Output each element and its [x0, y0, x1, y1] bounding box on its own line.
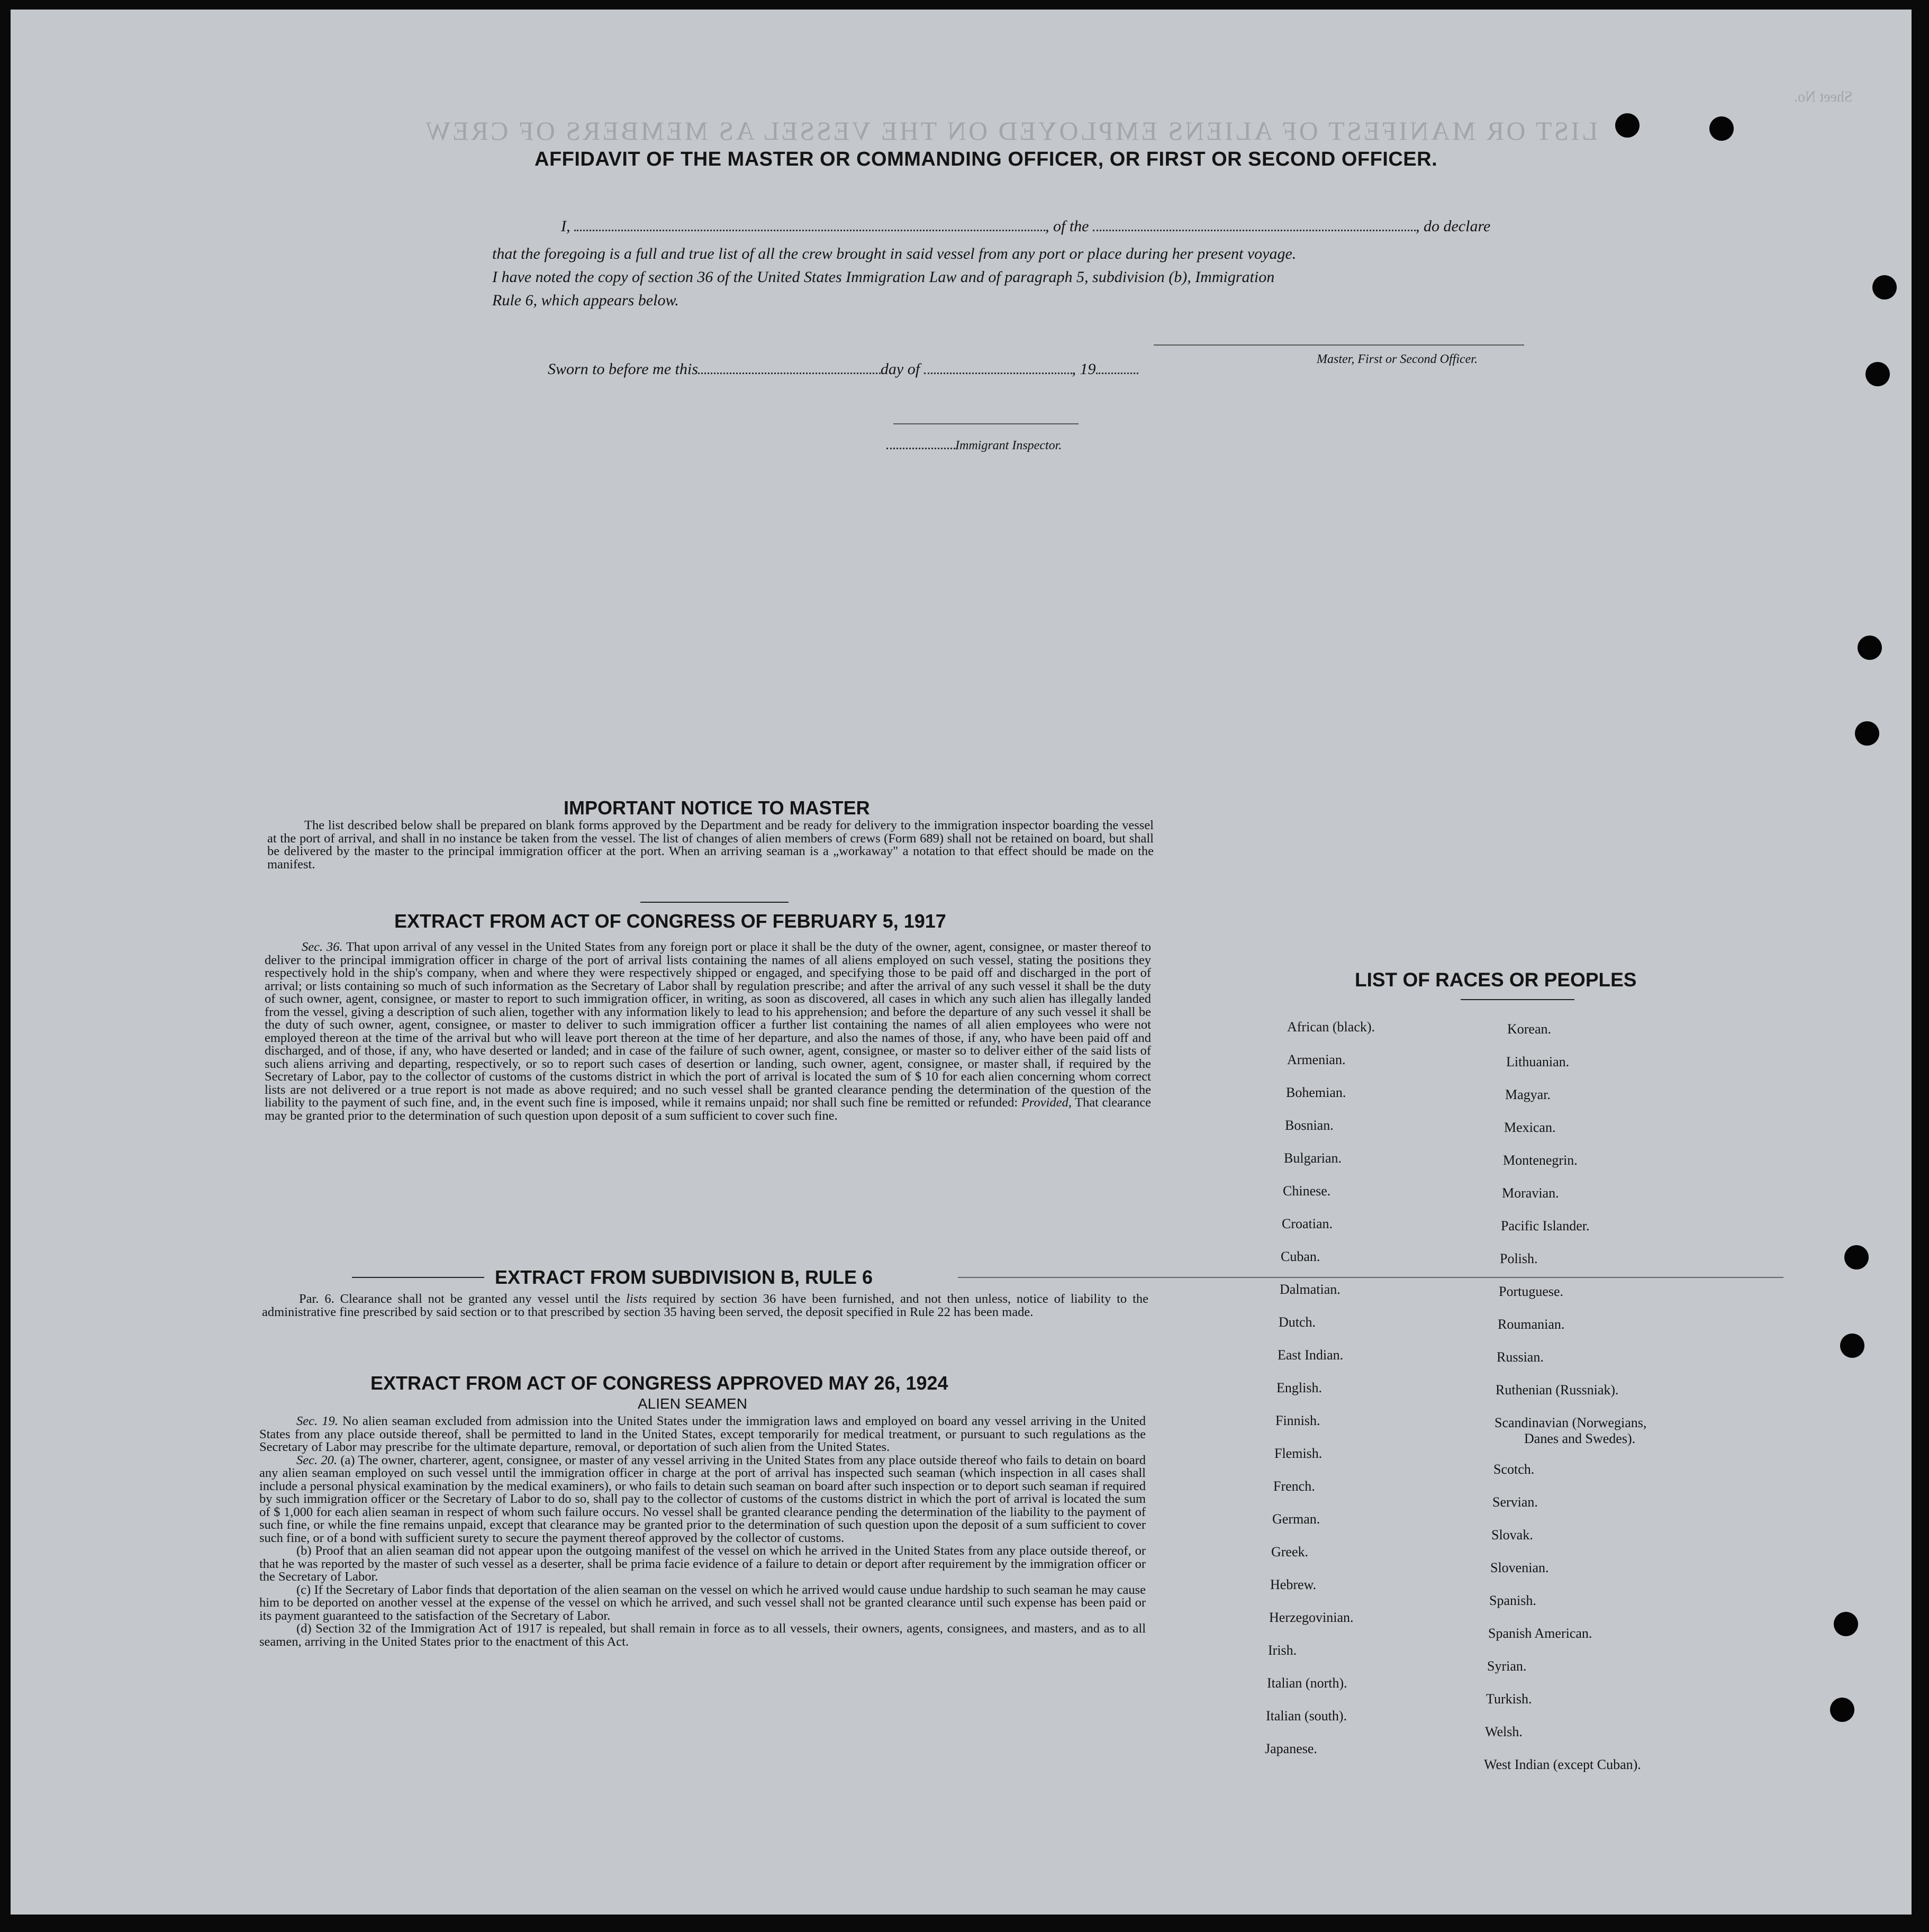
sworn-label: Sworn to before me this: [548, 360, 698, 378]
race-left-5: Chinese.: [1283, 1183, 1331, 1199]
race-right-1: Lithuanian.: [1506, 1054, 1570, 1069]
race-right-23: West Indian (except Cuban).: [1484, 1757, 1641, 1772]
race-right-8: Portuguese.: [1499, 1284, 1564, 1299]
race-right-19: Spanish American.: [1488, 1626, 1592, 1641]
binder-hole: [1840, 1334, 1864, 1358]
binder-hole: [1844, 1245, 1869, 1269]
rule-6-body-a: Clearance shall not be granted any vessel until the: [340, 1292, 621, 1306]
race-right-12: Scandinavian (Norwegians,: [1495, 1415, 1647, 1430]
affidavit-heading: AFFIDAVIT OF THE MASTER OR COMMANDING OFFICER, OR FIRST OR SECOND OFFICER.: [535, 148, 1438, 170]
affidavit-of-the: , of the: [1045, 217, 1089, 235]
race-left-16: Greek.: [1271, 1544, 1309, 1559]
race-left-20: Italian (north).: [1267, 1675, 1347, 1691]
race-left-19: Irish.: [1268, 1643, 1297, 1658]
sworn-line: [548, 360, 1138, 378]
sec-36-body: That upon arrival of any vessel in the United States from any foreign port or place it shall be the duty of the owner, agent, consignee, or master thereof to deliver to the principal immigration officer in charge of the port of arrival lists containing the names of all aliens employed on such vessel, stating the positions they respectively hold in the ship's company, when and where they were respectively shipped or engaged, and specifying those to be paid off and discharged in the port of arrival; or lists containing so much of such information as the Secretary of Labor shall by regulation prescribe; and after the arrival of any such vessel it shall be the duty of such owner, agent, consignee, or master to report to such immigration officer, in writing, as soon as discovered, all cases in which any such alien has illegally landed from the vessel, giving a description of such alien, together with any information likely to lead to his apprehension; and before the departure of any such vessel it shall be the duty of such owner, agent, consignee, or master to deliver to such immigration officer a further list containing the names of all alien employees who were not employed thereon at the time of the arrival but who will leave port thereon at the time of her departure, and also the names of those, if any, who have been paid off and discharged, and of those, if any, who have deserted or landed; and in case of the failure of such owner, agent, consignee, or master so to deliver either of the said lists of such aliens arriving and departing, respectively, or so to report such cases of desertion or landing, such owner, agent, consignee, or master shall, if required by the Secretary of Labor, pay to the collector of customs of the customs district in which the port of arrival is located the sum of $ 10 for each alien concerning whom correct lists are not delivered or a true report is not made as above required; and no such vessel shall be granted clearance pending the determination of the question of the liability to the payment of such fine, and, in the event such fine is imposed, while it remains unpaid; nor shall such fine be remitted or refunded:: [265, 940, 1151, 1110]
act-1924-heading: EXTRACT FROM ACT OF CONGRESS APPROVED MAY 26, 1924: [370, 1372, 948, 1394]
affidavit-do-declare: , do declare: [1416, 217, 1491, 235]
provided-label: Provided,: [1021, 1095, 1072, 1110]
affidavit-body: [492, 242, 1530, 312]
inspector-caption: Immigrant Inspector.: [955, 439, 1062, 452]
inspector-line: [886, 438, 1062, 453]
affidavit-line-2: that the foregoing is a full and true list of all the crew brought in said vessel from any port or place during her present voyage.: [492, 245, 1297, 262]
sec-19-paragraph: [259, 1415, 1146, 1454]
vessel-blank: [1093, 217, 1416, 231]
act-1924-text: [259, 1415, 1146, 1648]
race-left-0: African (black).: [1287, 1019, 1375, 1035]
race-right-14: Scotch.: [1493, 1462, 1535, 1477]
binder-hole: [1615, 113, 1640, 138]
race-right-21: Turkish.: [1486, 1691, 1532, 1707]
binder-hole: [1858, 636, 1882, 660]
binder-hole: [1834, 1612, 1858, 1636]
race-right-17: Slovenian.: [1490, 1560, 1549, 1575]
master-caption: Master, First or Second Officer.: [1317, 352, 1478, 366]
divider-rule: [958, 1277, 1783, 1278]
race-right-2: Magyar.: [1505, 1087, 1551, 1102]
lists-word: lists: [626, 1292, 647, 1306]
race-right-7: Polish.: [1500, 1251, 1538, 1266]
race-left-11: English.: [1276, 1380, 1322, 1395]
race-right-20: Syrian.: [1487, 1658, 1527, 1674]
race-left-12: Finnish.: [1275, 1413, 1320, 1428]
bleed-through-title: LIST OR MANIFEST OF ALIENS EMPLOYED ON THE VESSEL AS MEMBERS OF CREW: [423, 116, 1598, 146]
binder-hole: [1872, 275, 1897, 300]
race-right-11: Ruthenian (Russniak).: [1496, 1382, 1619, 1398]
document-sheet: [11, 10, 1912, 1915]
race-left-8: Dalmatian.: [1280, 1282, 1341, 1297]
rule-6-paragraph: [262, 1293, 1148, 1319]
race-left-6: Croatian.: [1282, 1216, 1333, 1231]
binder-hole: [1855, 721, 1879, 746]
races-heading: LIST OF RACES OR PEOPLES: [1355, 969, 1637, 991]
sec-20c-paragraph: (c) If the Secretary of Labor finds that deportation of the alien seaman on the vessel on which he arrived would cause undue hardship to such seaman he may cause him to be deported on another vessel at the expense of the vessel on which he arrived, and such vessel shall not be granted clearance until such expense has been paid or its payment guaranteed to the satisfaction of the Secretary of Labor.: [259, 1582, 1146, 1623]
race-right-3: Mexican.: [1504, 1120, 1556, 1135]
sec-20a-paragraph: [259, 1454, 1146, 1545]
year-prefix: , 19: [1072, 360, 1096, 378]
act-1917-heading: EXTRACT FROM ACT OF CONGRESS OF FEBRUARY 5, 1917: [394, 910, 946, 932]
binder-hole: [1830, 1698, 1854, 1722]
act-1924-subheading: ALIEN SEAMEN: [638, 1395, 747, 1412]
sec-20b-paragraph: (b) Proof that an alien seaman did not appear upon the outgoing manifest of the vessel on which he arrived in the United States from any place outside thereof, or that he was reported by the master of such vessel as a deserter, shall be prima facie evidence of a failure to detain or deport after requirement by the immigration officer or the Secretary of Labor.: [259, 1544, 1146, 1584]
sworn-month-blank: [924, 360, 1072, 374]
divider-rule: [352, 1277, 484, 1278]
sec-19-label: Sec. 19.: [296, 1414, 338, 1428]
day-of-label: day of: [880, 360, 920, 378]
sec-20-label: Sec. 20.: [296, 1453, 338, 1467]
race-right-13: Danes and Swedes).: [1524, 1431, 1636, 1446]
bleed-through-sheet-no: Sheet No.: [1794, 89, 1853, 105]
affidavit-i-label: I,: [561, 217, 570, 235]
race-right-18: Spanish.: [1489, 1593, 1536, 1608]
race-left-22: Japanese.: [1265, 1741, 1317, 1756]
race-left-7: Cuban.: [1281, 1249, 1320, 1264]
binder-hole: [1709, 116, 1734, 141]
inspector-blank: [886, 438, 955, 449]
race-left-21: Italian (south).: [1266, 1708, 1347, 1724]
race-left-2: Bohemian.: [1286, 1085, 1346, 1100]
rule-6-text: [262, 1293, 1148, 1319]
race-left-13: Flemish.: [1274, 1446, 1323, 1461]
race-left-18: Herzegovinian.: [1269, 1610, 1354, 1625]
race-right-6: Pacific Islander.: [1501, 1218, 1590, 1233]
notice-text: [267, 819, 1154, 871]
act-1917-text: [265, 941, 1151, 1122]
par-6-label: Par. 6.: [299, 1292, 334, 1306]
sworn-year-blank: [1096, 360, 1138, 374]
inspector-signature-line: [893, 423, 1079, 424]
race-right-15: Servian.: [1492, 1494, 1538, 1510]
race-left-1: Armenian.: [1287, 1052, 1346, 1067]
sworn-day-blank: [698, 360, 881, 374]
sec-36-label: Sec. 36.: [302, 940, 343, 954]
races-heading-rule: [1461, 999, 1574, 1000]
sec-36-end: That clearance may be granted prior to the determination of such question upon deposit of a sum sufficient to cover such fine.: [265, 1095, 1152, 1123]
sec-20d-paragraph: (d) Section 32 of the Immigration Act of 1917 is repealed, but shall remain in force as to all vessels, their owners, agents, consignees, and masters, and as to all seamen, arriving in the United States prior to the enactment of this Act.: [259, 1621, 1146, 1649]
race-left-10: East Indian.: [1278, 1347, 1344, 1363]
race-right-22: Welsh.: [1485, 1724, 1523, 1739]
master-signature-line: [1154, 344, 1524, 346]
race-right-4: Montenegrin.: [1503, 1153, 1578, 1168]
affidavit-line-3: I have noted the copy of section 36 of the United States Immigration Law and of paragraph 5, subdivision (b), Immigration: [492, 268, 1275, 286]
race-left-3: Bosnian.: [1285, 1118, 1334, 1133]
race-right-0: Korean.: [1507, 1021, 1552, 1037]
race-left-4: Bulgarian.: [1284, 1150, 1342, 1166]
sec-20a-body: (a) The owner, charterer, agent, consignee, or master of any vessel arriving in the United States from any place outside thereof who fails to detain on board any alien seaman employed on such vessel until the immigration officer in charge at the port of arrival has inspected such seaman (which inspection in all cases shall include a personal physical examination by the medical examiners), or who fails to detain such seaman on board after such inspection or to deport such seaman if required by such immigration officer or the Secretary of Labor to do so, shall pay to the collector of customs of the customs district in which the port of arrival is located the sum of $ 1,000 for each alien seaman in respect of whom such failure occurs. No vessel shall be granted clearance pending the determination of the liability to the payment of such fine, or while the fine remains unpaid, except that clearance may be granted prior to the determination of such question upon the deposit of a sum sufficient to cover such fine, or of a bond with sufficient surety to secure the payment thereof approved by the collector of customs.: [259, 1453, 1146, 1545]
binder-hole: [1865, 362, 1890, 386]
race-right-10: Russian.: [1497, 1349, 1544, 1365]
race-right-5: Moravian.: [1502, 1185, 1559, 1201]
notice-paragraph: The list described below shall be prepared on blank forms approved by the Department and be ready for delivery to the immigration inspector boarding the vessel at the port of arrival, and shall in no instance be taken from the vessel. The list of changes of alien members of crews (Form 689) shall not be retained on board, but shall be delivered by the master to the principal immigration officer at the port. When an arriving seaman is a „workaway" a notation to that effect should be made on the manifest.: [267, 818, 1154, 872]
sec-19-body: No alien seaman excluded from admission into the United States under the immigration laws and employed on board any vessel arriving in the United States from any place outside thereof, shall be permitted to land in the United States, except temporarily for medical treatment, or pursuant to such regulations as the Secretary of Labor may prescribe for the ultimate departure, removal, or deportation of such alien from the United States.: [259, 1414, 1146, 1454]
act-1917-paragraph: [265, 941, 1151, 1122]
affidavit-declaration-line: [561, 217, 1490, 235]
race-left-15: German.: [1272, 1511, 1320, 1527]
divider-rule: [640, 902, 789, 903]
race-left-17: Hebrew.: [1270, 1577, 1317, 1592]
affidavit-line-4: Rule 6, which appears below.: [492, 292, 679, 309]
race-right-9: Roumanian.: [1498, 1317, 1565, 1332]
notice-heading: IMPORTANT NOTICE TO MASTER: [564, 797, 870, 819]
name-blank: [574, 217, 1045, 231]
race-left-9: Dutch.: [1279, 1314, 1316, 1330]
rule-6-heading: EXTRACT FROM SUBDIVISION B, RULE 6: [495, 1266, 873, 1288]
rule-6-body-b: required by section 36 have been furnished, and not then unless, notice of liability to the administrative fine prescribed by said section or to that prescribed by section 35 having been served, the deposit specified in Rule 22 has been made.: [262, 1292, 1149, 1319]
race-right-16: Slovak.: [1491, 1527, 1533, 1543]
race-left-14: French.: [1273, 1479, 1315, 1494]
